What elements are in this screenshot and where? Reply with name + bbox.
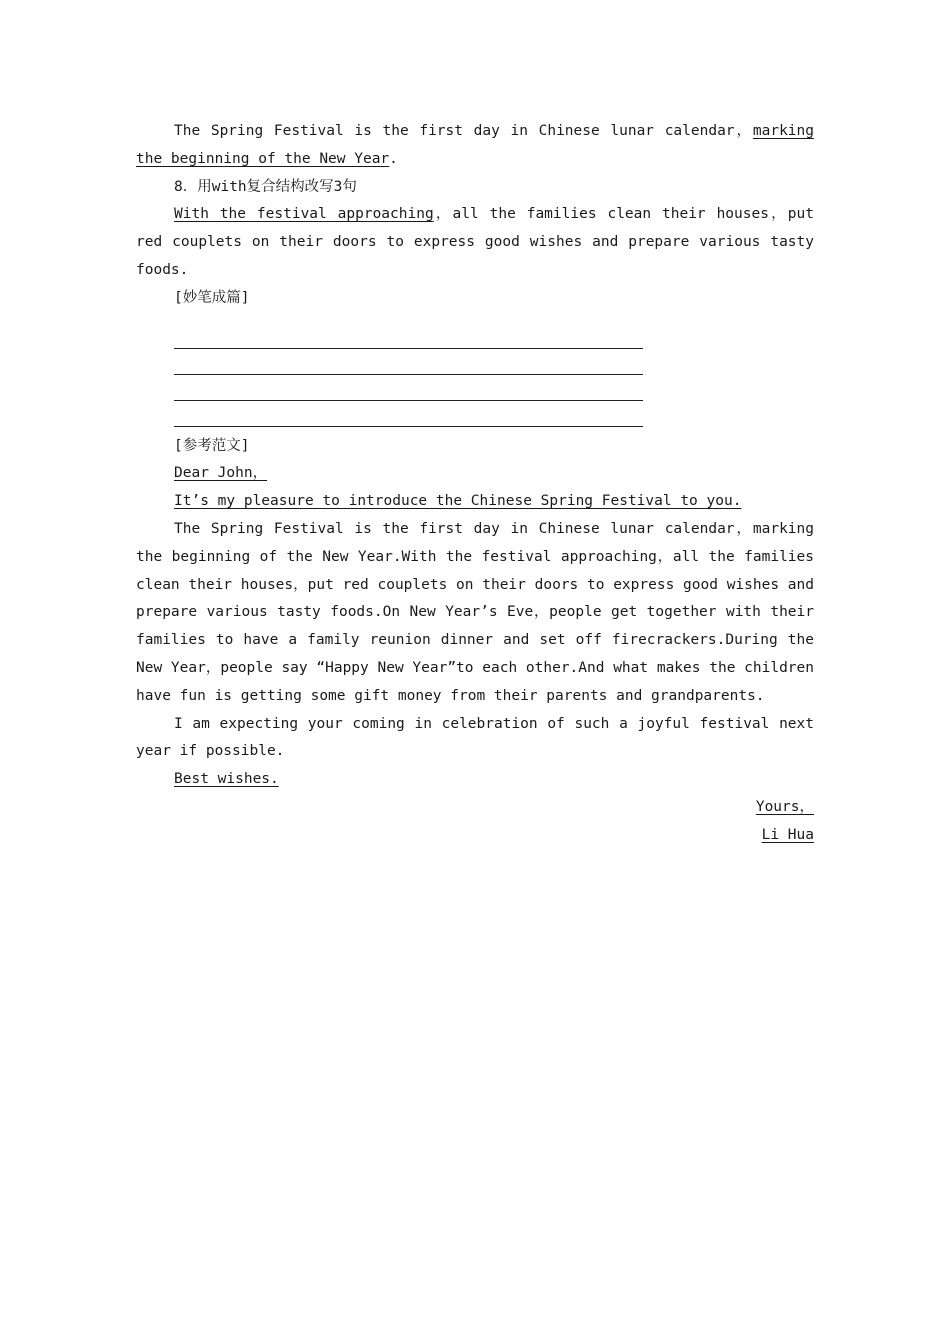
greeting-text: Dear John， — [174, 465, 268, 482]
paragraph-spring-festival-intro — [136, 118, 814, 174]
letter-intro — [136, 488, 814, 516]
letter-body-1: The Spring Festival is the first day in Chinese lunar calendar，marking the beginning of the New Year.With the festival approaching，all the families clean their houses，put red couplets on their doors to express good wishes and prepare various tasty foods.On New Year’s Eve，people get together with their families to have a family reunion dinner and set off firecrackers.During the New Year，people say “Happy New Year”to each other.And what makes the children have fun is getting some gift money from their parents and grandparents. — [136, 520, 814, 704]
signature-name: Li Hua — [761, 826, 814, 843]
para2-rest: ，all the families clean their houses，put red couplets on their doors to express good wishes and prepare various tasty foods. — [136, 206, 814, 278]
para1-lead: The Spring Festival is the first day in Chinese lunar calendar， — [174, 123, 753, 139]
document-page — [136, 118, 814, 850]
para2-underlined-phrase: With the festival approaching — [174, 206, 434, 223]
letter-signoff — [136, 794, 814, 822]
section-heading-write: [妙笔成篇] — [174, 289, 250, 306]
para1-end: . — [389, 150, 398, 167]
writing-line — [174, 375, 643, 401]
signoff-text: Yours， — [755, 798, 814, 815]
closing-text: Best wishes. — [174, 771, 279, 788]
writing-lines — [174, 323, 643, 427]
writing-line — [174, 349, 643, 375]
letter-greeting — [136, 460, 814, 488]
writing-line — [174, 323, 643, 349]
item-8-heading: 8．用with复合结构改写3句 — [174, 178, 357, 195]
section-heading-reference: [参考范文] — [174, 437, 250, 454]
para1-underlined-phrase: marking the beginning of the New Year — [136, 123, 814, 167]
letter-body-2: I am expecting your coming in celebration of such a joyful festival next year if possible. — [136, 715, 814, 760]
intro-text: It’s my pleasure to introduce the Chinese Spring Festival to you. — [174, 493, 742, 510]
writing-line — [174, 401, 643, 427]
letter-signature — [136, 822, 814, 850]
letter-closing — [136, 766, 814, 794]
paragraph-with-structure — [136, 201, 814, 284]
